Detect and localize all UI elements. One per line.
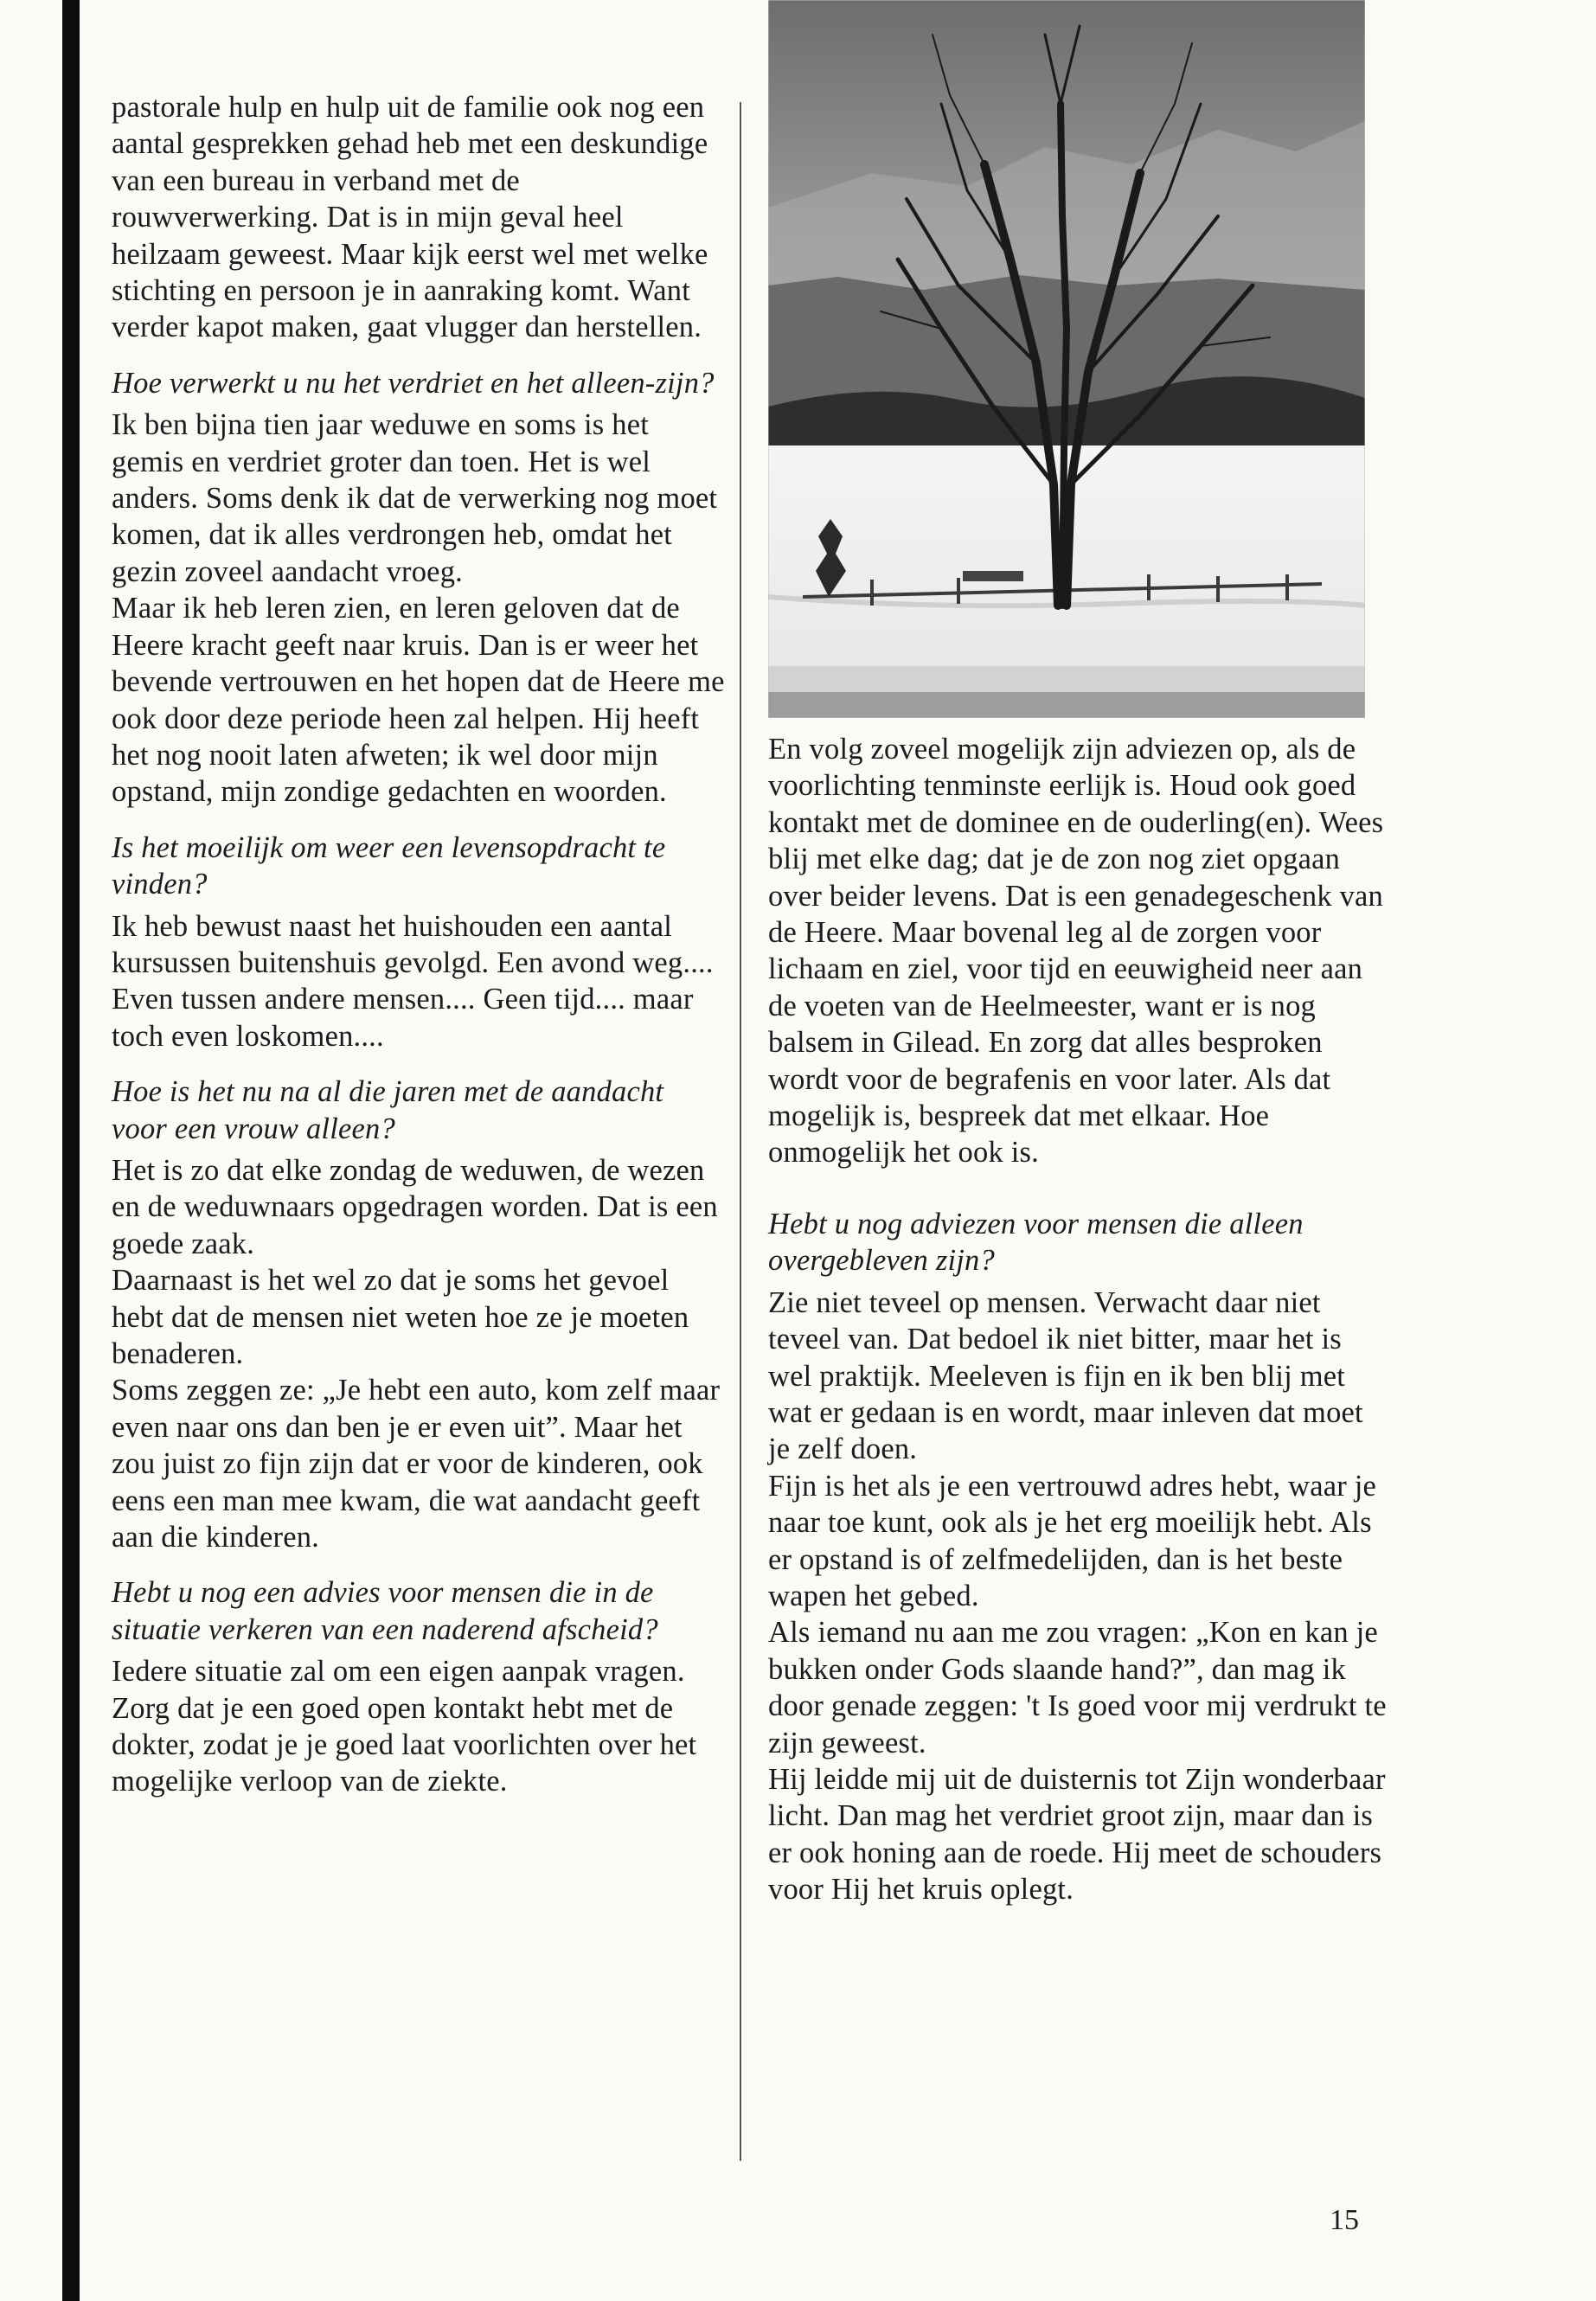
paragraph: Daarnaast is het wel zo dat je soms het gevoel hebt dat de mensen niet weten hoe ze je moeten benaderen.: [112, 1264, 689, 1370]
paragraph: Zie niet teveel op mensen. Verwacht daar niet teveel van. Dat bedoel ik niet bitter, maar het is wel praktijk. Meeleven is fijn en ik ben blij met wat er gedaan is en wordt, maar inleven dat moet je zelf doen.: [768, 1285, 1363, 1466]
left-column: [112, 89, 726, 1800]
paragraph: Maar ik heb leren zien, en leren geloven dat de Heere kracht geeft naar kruis. Dan is er weer het bevende vertrouwen en het hopen dat de Heere me ook door deze periode heen zal helpen. Hij heeft het nog nooit laten afweten; ik wel door mijn opstand, mijn zondige gedachten en woorden.: [112, 592, 725, 809]
paragraph: En volg zoveel mogelijk zijn adviezen op, als de voorlichting tenminste eerlijk is. Houd ook goed kontakt met de dominee en de ouderling(en). Wees blij met elke dag; dat je de zon nog ziet opgaan over beider levens. Dat is een genadegeschenk van de Heere. Maar bovenal leg al de zorgen voor lichaam en ziel, voor tijd en eeuwigheid neer aan de voeten van de Heelmeester, want er is nog balsem in Gilead. En zorg dat alles besproken wordt voor de begrafenis en voor later. Als dat mogelijk is, bespreek dat met elkaar. Hoe onmogelijk het ook is.: [768, 733, 1384, 1170]
paragraph: Iedere situatie zal om een eigen aanpak vragen. Zorg dat je een goed open kontakt hebt met de dokter, zodat je je goed laat voorlichten over het mogelijke verloop van de ziekte.: [112, 1655, 697, 1798]
photo-illustration: [768, 0, 1365, 718]
paragraph: Fijn is het als je een vertrouwd adres hebt, waar je naar toe kunt, ook als je het erg moeilijk hebt. Als er opstand is of zelfmedelijden, dan is het beste wapen het gebed.: [768, 1469, 1377, 1612]
page-edge-bar: [62, 0, 80, 2301]
paragraph: pastorale hulp en hulp uit de familie ook nog een aantal gesprekken gehad heb met een deskundige van een bureau in verband met de rouwverwerking. Dat is in mijn geval heel heilzaam geweest. Maar kijk eerst wel met welke stichting en persoon je in aanraking komt. Want verder kapot maken, gaat vlugger dan herstellen.: [112, 91, 708, 344]
paragraph: Soms zeggen ze: „Je hebt een auto, kom zelf maar even naar ons dan ben je er even uit”. Maar het zou juist zo fijn zijn dat er voor de kinderen, ook eens een man mee kwam, die wat aandacht geeft aan die kinderen.: [112, 1374, 721, 1554]
interview-question: Hoe is het nu na al die jaren met de aandacht voor een vrouw alleen?: [112, 1075, 664, 1145]
paragraph: Als iemand nu aan me zou vragen: „Kon en kan je bukken onder Gods slaande hand?”, dan mag ik door genade zeggen: 't Is goed voor mij verdrukt te zijn geweest.: [768, 1616, 1387, 1759]
paragraph: Hij leidde mij uit de duisternis tot Zijn wonderbaar licht. Dan mag het verdriet groot zijn, maar dan is er ook honing aan de roede. Hij meet de schouders voor Hij het kruis oplegt.: [768, 1762, 1386, 1907]
paragraph: Ik ben bijna tien jaar weduwe en soms is het gemis en verdriet groter dan toen. Het is wel anders. Soms denk ik dat de verwerking nog moet komen, dat ik alles verdrongen heb, omdat het gezin zoveel aandacht vroeg.: [112, 408, 718, 588]
interview-question: Hebt u nog een advies voor mensen die in de situatie verkeren van een naderend afscheid?: [112, 1576, 658, 1646]
page-number: 15: [1330, 2204, 1359, 2236]
paragraph: Het is zo dat elke zondag de weduwen, de wezen en de weduwnaars opgedragen worden. Dat is een goede zaak.: [112, 1153, 718, 1260]
interview-question: Hoe verwerkt u nu het verdriet en het alleen-zijn?: [112, 366, 715, 400]
paragraph: Ik heb bewust naast het huishouden een aantal kursussen buitenshuis gevolgd. Een avond weg.... Even tussen andere mensen.... Geen tijd.... maar toch even loskomen....: [112, 909, 714, 1053]
interview-question: Hebt u nog adviezen voor mensen die alleen overgebleven zijn?: [768, 1207, 1304, 1278]
column-divider: [740, 102, 741, 2161]
interview-question: Is het moeilijk om weer een levensopdracht te vinden?: [112, 830, 666, 901]
winter-tree-photo: [768, 0, 1365, 718]
right-column: [768, 731, 1391, 1908]
